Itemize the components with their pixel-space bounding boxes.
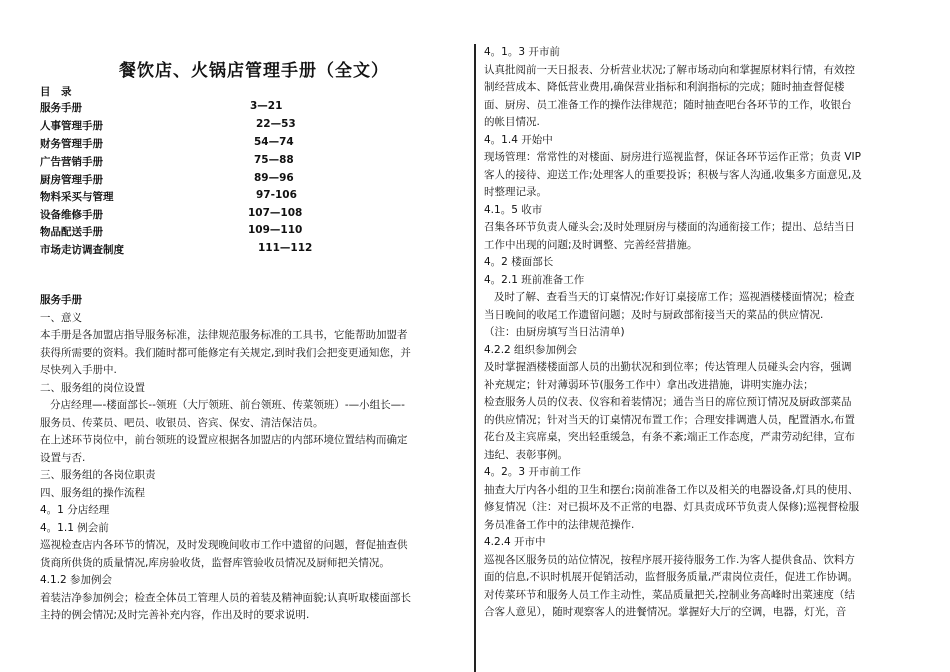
text-line: 一、意义 [40,311,82,324]
toc-item-name: 服务手册 [40,102,82,114]
text-line: 花台及主宾席桌，突出轻重缓急，有条不紊;端正工作态度，严肃劳动纪律，宣布 [484,431,856,443]
text-line: 修复情况（注：对已损坏及不正常的电器、灯具责成环节负责人保修);巡视督检服 [484,501,860,513]
text-line: 合客人意见），随时观察客人的进餐情况。掌握好大厅的空调，电器，灯光，音 [484,606,847,618]
toc-item-name: 市场走访调查制度 [40,244,124,256]
toc-item [40,242,468,259]
text-line: 巡视各区服务员的站位情况，按程序展开接待服务工作.为客人提供食品、饮料方 [484,553,855,566]
toc-item-pages: 75—88 [254,154,294,166]
text-line: 三、服务组的各岗位职责 [40,469,156,481]
toc-item-pages: 22—53 [256,118,296,130]
text-line: 4.2.2 组织参加例会 [484,343,578,356]
document-title: 餐饮店、火锅店管理手册（全文） [119,61,389,81]
text-line: 违纪、表彰事例。 [484,448,568,461]
toc-item-pages: 89—96 [254,172,294,184]
toc-item-name: 厨房管理手册 [40,174,103,186]
text-line: 主持的例会情况;及时完善补充内容，作出及时的要求说明. [40,609,310,621]
text-line: 服务员、传菜员、吧员、收银员、咨宾、保安、清洁保洁员。 [40,416,324,429]
text-line: 工作中出现的问题;及时调整、完善经营措施。 [484,238,698,251]
text-line: 及时掌握酒楼楼面部人员的出勤状况和到位率；传达管理人员碰头会内容，强调 [484,361,852,373]
service-manual-section [40,292,468,625]
text-line: 着装洁净参加例会；检查全体员工管理人员的着装及精神面貌;认真听取楼面部长 [40,591,412,604]
text-line: 认真批阅前一天日报表、分析营业状况;了解市场动向和掌握原材料行情，有效控 [484,63,856,76]
text-line: 二、服务组的岗位设置 [40,381,145,394]
text-line: 4。1。3 开市前 [484,46,560,58]
text-line: 时整理记录。 [484,186,547,198]
toc-item [40,100,468,117]
text-line: 四、服务组的操作流程 [40,486,145,499]
toc-item-pages: 107—108 [248,207,303,219]
text-line: 4.2.4 开市中 [484,536,546,548]
text-line: 货商所供货的质量情况,库房验收货，监督库管验收员情况及厨师把关情况。 [40,556,390,569]
toc-item [40,189,468,206]
text-line: 的供应情况；针对当天的订桌情况布置工作；合理安排调遣人员，配置酒水,布置 [484,413,855,426]
column-divider [474,44,476,672]
text-line: 抽查大厅内各小组的卫生和摆台;岗前准备工作以及相关的电器设备,灯具的使用、 [484,483,859,496]
toc-item-name: 财务管理手册 [40,138,103,150]
section-title: 服务手册 [40,294,82,306]
text-line: 4.1。5 收市 [484,203,543,216]
text-line: 在上述环节岗位中，前台领班的设置应根据各加盟店的内部环境位置结构而确定 [40,434,408,446]
text-line: 召集各环节负责人碰头会;及时处理厨房与楼面的沟通衔接工作；提出、总结当日 [484,221,856,233]
toc-item-name: 人事管理手册 [40,120,103,132]
toc-item-pages: 97-106 [256,189,297,201]
toc-item [40,118,468,135]
text-line: 务员准备工作中的法律规范操作. [484,518,635,531]
text-line: 4。2。3 开市前工作 [484,466,581,478]
text-line: （注：由厨房填写当日沽清单) [484,326,625,338]
text-line: 设置与否. [40,451,86,464]
text-line: 4。2 楼面部长 [484,256,554,268]
text-line: 面的信息,不识时机展开促销活动，监督服务质量,严肃岗位责任，促进工作协调。 [484,571,859,583]
toc-item-name: 物品配送手册 [40,226,103,238]
text-line: 4.1.2 参加例会 [40,574,113,586]
text-line: 检查服务人员的仪表、仪容和着装情况；通告当日的席位预订情况及厨政部菜品 [484,396,852,408]
text-line: 本手册是各加盟店指导服务标准，法律规范服务标准的工具书，它能帮助加盟者 [40,329,408,341]
text-line: 客人的接待、迎送工作;处理客人的重要投诉；积极与客人沟通,收集多方面意见,及 [484,168,862,181]
toc-item-pages: 3—21 [250,100,283,112]
text-line: 巡视检查店内各环节的情况，及时发现晚间收市工作中遗留的问题，督促抽查供 [40,539,408,551]
text-line: 4。2.1 班前准备工作 [484,273,585,286]
toc-item-name: 设备维修手册 [40,209,103,221]
toc-item [40,154,468,171]
text-line: 及时了解、查看当天的订桌情况;作好订桌接席工作；巡视酒楼楼面情况；检查 [494,291,855,303]
text-line: 获得所需要的资料。我们随时都可能修定有关规定,到时我们会把变更通知您，并 [40,346,411,359]
toc-item-pages: 111—112 [258,242,313,254]
toc-item-name: 广告营销手册 [40,156,103,168]
text-line: 对传菜环节和服务人员工作主动性，菜品质量把关,控制业务高峰时出菜速度（结 [484,588,855,601]
toc-item [40,207,468,224]
right-text-block [484,44,912,622]
toc-item [40,136,468,153]
toc-item-pages: 54—74 [254,136,294,148]
toc-item-name: 物料采买与管理 [40,191,114,203]
text-line: 补充规定；针对薄弱环节(服务工作中）拿出改进措施，讲明实施办法； [484,378,814,391]
text-line: 4。1 分店经理 [40,504,110,516]
text-line: 现场管理：常常性的对楼面、厨房进行巡视监督，保证各环节运作正常；负责 VIP [484,151,861,163]
text-line: 4。1.1 例会前 [40,521,109,534]
text-line: 4。1.4 开始中 [484,133,553,146]
text-line: 尽快列入手册中. [40,364,117,376]
text-line: 当日晚间的收尾工作遗留问题；及时与厨政部衔接当天的菜品的供应情况. [484,308,824,321]
text-line: 制经营成本、降低营业费用,确保营业指标和利润指标的完成；随时抽查督促楼 [484,81,845,93]
toc-item [40,224,468,241]
toc-item-pages: 109—110 [248,224,303,236]
toc-heading: 目 录 [40,86,72,98]
text-line: 面、厨房、员工准备工作的操作法律规范；随时抽查吧台各环节的工作，收银台 [484,98,852,111]
toc-item [40,172,468,189]
text-line: 的帐目情况. [484,116,540,128]
text-line: 分店经理—-楼面部长--领班（大厅领班、前台领班、传菜领班）-—小组长—- [50,399,405,411]
